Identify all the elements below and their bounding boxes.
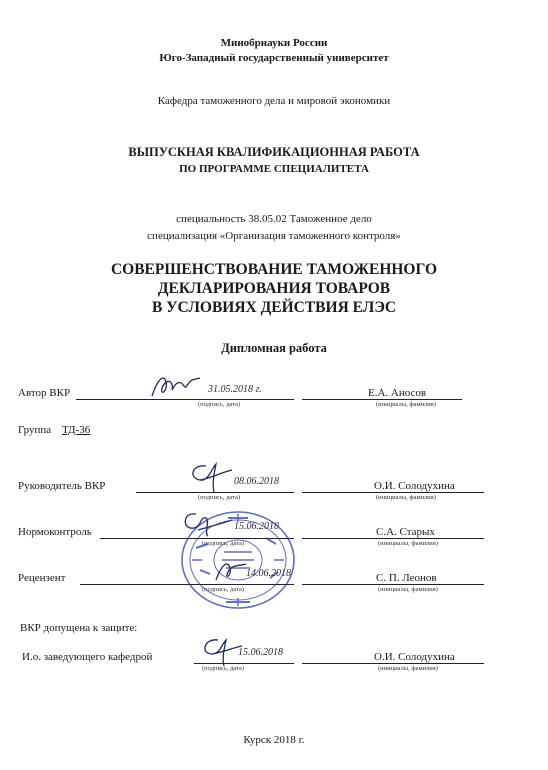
group-label: Группа xyxy=(18,424,52,436)
admission-label: ВКР допущена к защите: xyxy=(20,622,138,634)
work-program: ПО ПРОГРАММЕ СПЕЦИАЛИТЕТА xyxy=(179,163,369,175)
reviewer-label: Рецензент xyxy=(18,572,66,584)
thesis-title-line: ДЕКЛАРИРОВАНИЯ ТОВАРОВ xyxy=(157,280,391,297)
author-sign-caption: (подпись, дата) xyxy=(198,401,241,408)
head-name: О.И. Солодухина xyxy=(374,651,455,663)
normcontrol-name: С.А. Старых xyxy=(376,526,435,538)
normcontrol-sign-caption: (подпись, дата) xyxy=(202,540,245,547)
specialty: специальность 38.05.02 Таможенное дело xyxy=(176,213,372,225)
supervisor-date: 08.06.2018 xyxy=(234,476,279,487)
thesis-title-line: СОВЕРШЕНСТВОВАНИЕ ТАМОЖЕННОГО xyxy=(110,261,438,278)
city-year: Курск 2018 г. xyxy=(243,734,305,746)
thesis-title xyxy=(0,260,548,317)
supervisor-label: Руководитель ВКР xyxy=(18,480,106,492)
head-name-caption: (инициалы, фамилия) xyxy=(378,665,438,672)
supervisor-sign-caption: (подпись, дата) xyxy=(198,494,241,501)
head-sign-caption: (подпись, дата) xyxy=(202,665,245,672)
normcontrol-name-caption: (инициалы, фамилия) xyxy=(378,540,438,547)
author-name-caption: (инициалы, фамилия) xyxy=(376,401,436,408)
ministry-name: Минобрнауки России xyxy=(220,37,328,49)
author-date: 31.05.2018 г. xyxy=(208,384,262,395)
supervisor-name-caption: (инициалы, фамилия) xyxy=(376,494,436,501)
specialization: специализация «Организация таможенного контроля» xyxy=(147,230,401,242)
author-name: Е.А. Аносов xyxy=(368,387,427,399)
reviewer-sign-line xyxy=(80,584,294,585)
normcontrol-date: 15.06.2018 xyxy=(234,521,279,532)
author-signature-icon xyxy=(150,372,210,400)
university-name: Юго-Западный государственный университет xyxy=(159,52,389,64)
thesis-title-line: В УСЛОВИЯХ ДЕЙСТВИЯ ЕЛЭС xyxy=(151,299,397,316)
reviewer-sign-caption: (подпись, дата) xyxy=(202,586,245,593)
supervisor-name: О.И. Солодухина xyxy=(374,480,455,492)
normcontrol-label: Нормоконтроль xyxy=(18,526,92,538)
head-date: 15.06.2018 xyxy=(238,647,283,658)
work-type: ВЫПУСКНАЯ КВАЛИФИКАЦИОННАЯ РАБОТА xyxy=(128,145,420,159)
reviewer-date: 14.06.2018 xyxy=(246,568,291,579)
head-label: И.о. заведующего кафедрой xyxy=(22,651,153,663)
author-label: Автор ВКР xyxy=(18,387,71,399)
department-name: Кафедра таможенного дела и мировой экономики xyxy=(157,95,391,107)
reviewer-name: С. П. Леонов xyxy=(376,572,437,584)
work-subtitle: Дипломная работа xyxy=(221,341,327,355)
group-value: ТД-36 xyxy=(62,424,91,436)
reviewer-name-caption: (инициалы, фамилия) xyxy=(378,586,438,593)
